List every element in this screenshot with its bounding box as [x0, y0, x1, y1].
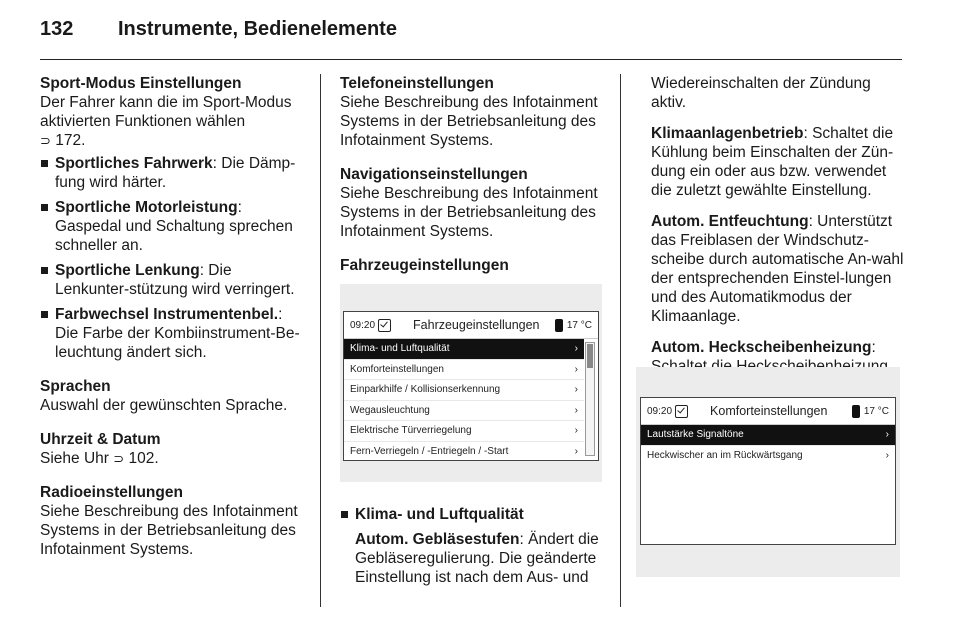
climate-list: [340, 505, 606, 524]
column-divider: [320, 74, 321, 607]
infotainment-screen: [640, 397, 896, 545]
reference-arrow-icon: ⊃: [40, 133, 51, 148]
sport-heading: Sport-Modus Einstellungen: [40, 75, 242, 92]
continuation-text: Wiedereinschalten der Zündung aktiv.: [651, 75, 871, 111]
radio-heading: Radioeinstellungen: [40, 484, 183, 501]
temperature-display: 17 °C: [852, 405, 889, 418]
column-1: [40, 74, 306, 574]
clock-reference[interactable]: 102.: [128, 450, 159, 467]
menu-item-comfort[interactable]: Komforteinstellungen ›: [344, 360, 584, 381]
clock-display: 09:20: [647, 405, 673, 417]
screen-title: Komforteinstellungen: [710, 404, 828, 418]
menu-item-door-locking[interactable]: Elektrische Türverriegelung ›: [344, 421, 584, 442]
comfort-menu: [641, 425, 895, 465]
menu-item-rear-wiper[interactable]: Heckwischer an im Rückwärtsgang ›: [647, 449, 889, 461]
rear-defrost-text: Autom. Heckscheibenheizung:: [651, 339, 876, 356]
ac-mode-text: Klimaanlagenbetrieb: Schaltet die Kühlung beim Einschalten der Zün-dung ein oder aus bzw. verwendet die zuletzt gewählte Einstellung.: [651, 125, 894, 199]
list-item: Sportliche Motorleistung: Gaspedal und Schaltung sprechen schneller an.: [40, 198, 306, 255]
chevron-right-icon: ›: [574, 404, 578, 416]
reference-arrow-icon: ⊃: [113, 451, 125, 466]
screen-topbar: [344, 312, 598, 339]
fan-speed-text: Autom. Gebläsestufen: Ändert die Gebläseregulierung. Die geänderte Einstellung ist nach dem Aus- und: [355, 531, 599, 586]
chevron-right-icon: ›: [574, 343, 578, 355]
column-2: [340, 74, 606, 275]
climate-section: [340, 505, 606, 587]
sport-text: Der Fahrer kann die im Sport-Modus aktivierten Funktionen wählen ⊃ 172.: [40, 94, 292, 149]
chevron-right-icon: ›: [574, 425, 578, 437]
menu-item-climate[interactable]: Klima- und Luftqualität ›: [344, 339, 584, 360]
vehicle-settings-screenshot: [340, 284, 602, 482]
clock-text: Siehe Uhr ⊃ 102.: [40, 450, 159, 467]
comfort-settings-screenshot: [636, 367, 900, 577]
sport-options-list: [40, 154, 306, 362]
settings-menu: [344, 339, 584, 461]
language-text: Auswahl der gewünschten Sprache.: [40, 397, 288, 414]
thermometer-icon: [852, 405, 860, 418]
screen-topbar: [641, 398, 895, 425]
phone-heading: Telefoneinstellungen: [340, 75, 494, 92]
screen-title: Fahrzeugeinstellungen: [413, 318, 540, 332]
list-item: Sportliche Lenkung: Die Lenkunter-stützung wird verringert.: [40, 261, 306, 299]
language-heading: Sprachen: [40, 378, 111, 395]
clock-display: 09:20: [350, 319, 376, 331]
list-item: Klima- und Luftqualität: [340, 505, 606, 524]
page-title: Instrumente, Bedienelemente: [118, 18, 397, 40]
chevron-right-icon: ›: [574, 363, 578, 375]
radio-text: Siehe Beschreibung des Infotainment Systems in der Betriebsanleitung des Infotainment Systems.: [40, 503, 298, 558]
menu-item-lighting[interactable]: Wegausleuchtung ›: [344, 401, 584, 422]
thermometer-icon: [555, 319, 563, 332]
check-icon: [675, 405, 688, 418]
column-divider: [620, 74, 621, 607]
list-item: Sportliches Fahrwerk: Die Dämp-fung wird härter.: [40, 154, 306, 192]
clock-heading: Uhrzeit & Datum: [40, 431, 161, 448]
chevron-right-icon: ›: [574, 384, 578, 396]
vehicle-settings-heading: Fahrzeugeinstellungen: [340, 257, 509, 274]
list-item: Farbwechsel Instrumentenbel.: Die Farbe der Kombiinstrument-Be-leuchtung ändert sich.: [40, 305, 306, 362]
temperature-display: 17 °C: [555, 319, 592, 332]
page-header: [40, 18, 397, 41]
page-number: 132: [40, 18, 74, 40]
check-icon: [378, 319, 391, 332]
scrollbar-thumb[interactable]: [587, 344, 593, 368]
chevron-right-icon: ›: [885, 449, 889, 461]
scrollbar[interactable]: [585, 342, 595, 456]
navigation-heading: Navigationseinstellungen: [340, 166, 528, 183]
menu-item-parking-assist[interactable]: Einparkhilfe / Kollisionserkennung ›: [344, 380, 584, 401]
sport-reference[interactable]: 172.: [55, 132, 86, 149]
header-rule: [40, 59, 902, 60]
column-3: [651, 74, 907, 407]
chevron-right-icon: ›: [885, 429, 889, 441]
auto-defog-text: Autom. Entfeuchtung: Unterstützt das Freiblasen der Windschutz-scheibe durch automatische An-wahl der entsprechenden Einstel-lungen und des Automatikmodus der Klimaanlage.: [651, 213, 904, 325]
chevron-right-icon: ›: [574, 445, 578, 457]
infotainment-screen: [343, 311, 599, 461]
menu-item-remote-locking[interactable]: Fern-Verriegeln / -Entriegeln / -Start ›: [350, 445, 578, 457]
navigation-text: Siehe Beschreibung des Infotainment Systems in der Betriebsanleitung des Infotainment Systems.: [340, 185, 598, 240]
menu-item-signal-volume[interactable]: Lautstärke Signaltöne ›: [641, 425, 895, 446]
phone-text: Siehe Beschreibung des Infotainment Systems in der Betriebsanleitung des Infotainment Systems.: [340, 94, 598, 149]
